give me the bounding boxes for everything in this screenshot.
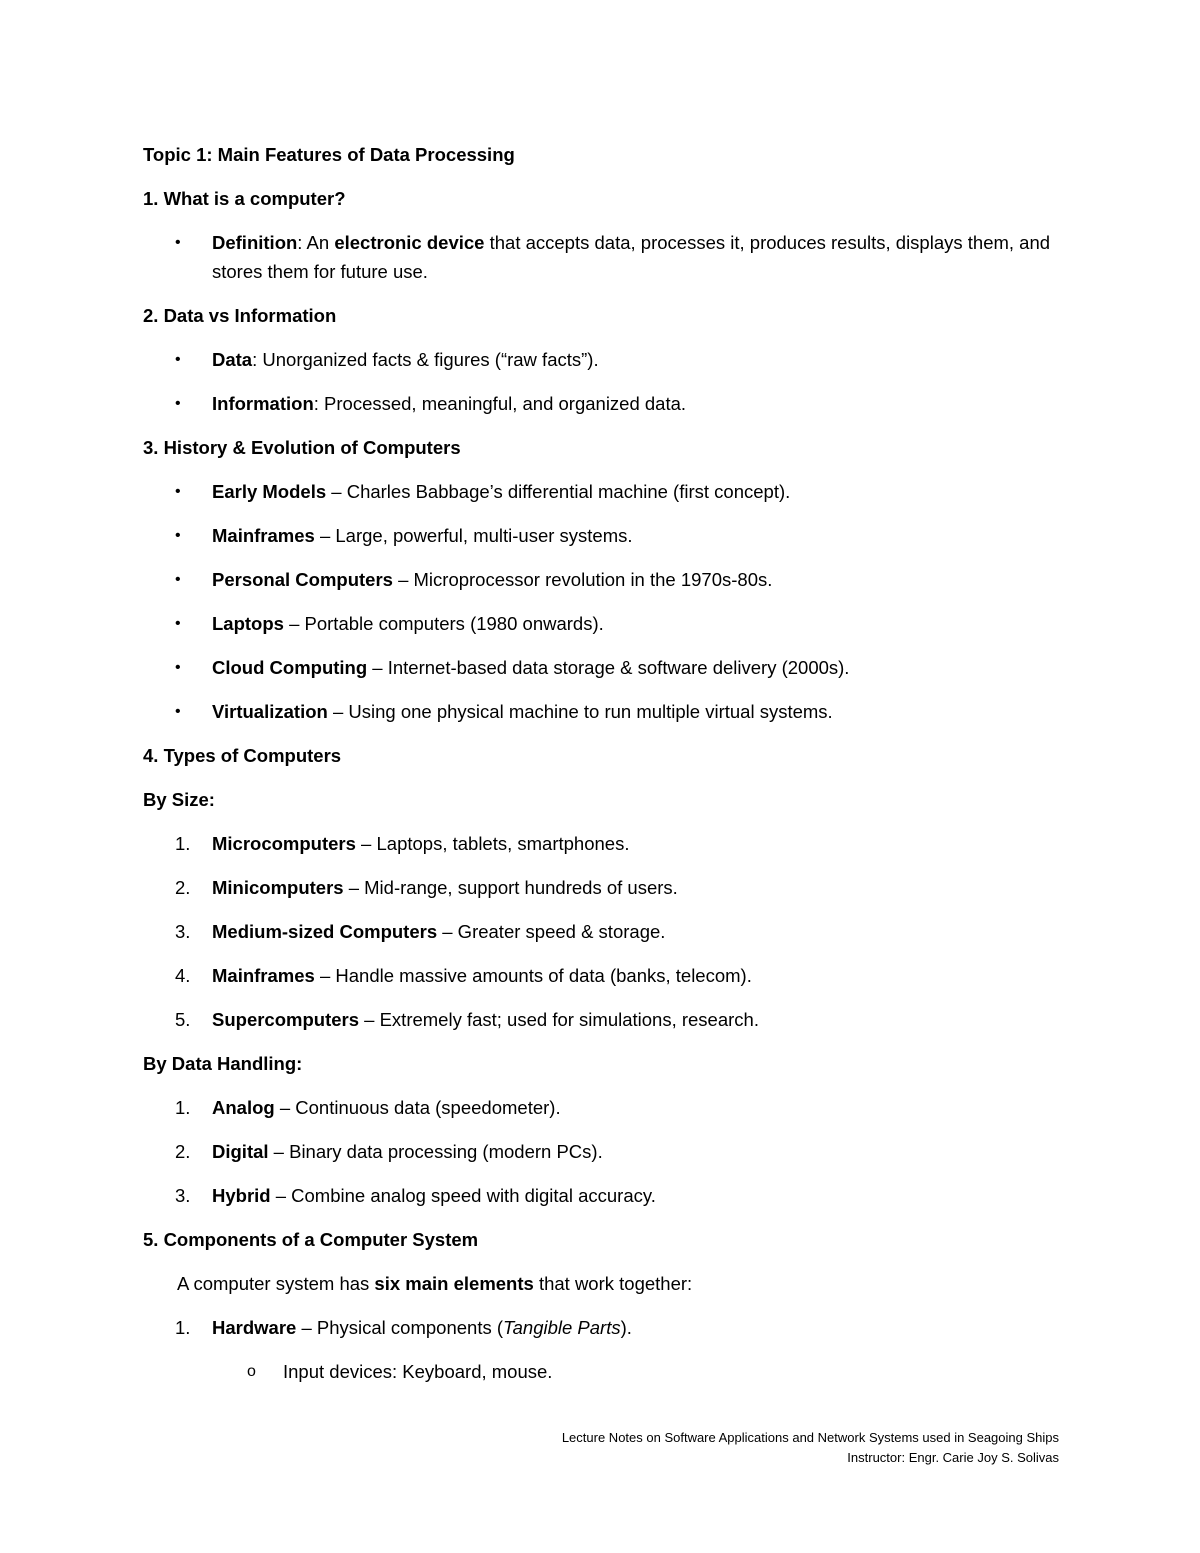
item-term: Personal Computers [212, 569, 393, 590]
item-text: – Extremely fast; used for simulations, research. [359, 1009, 759, 1030]
item-term: Microcomputers [212, 833, 356, 854]
page-footer [562, 1428, 1059, 1468]
bullet-marker: • [175, 234, 181, 251]
by-size-label: By Size: [143, 789, 215, 810]
list-number: 1. [175, 1317, 191, 1338]
item-text: – Handle massive amounts of data (banks, telecom). [314, 965, 752, 986]
item-text: ). [620, 1317, 632, 1338]
item-term: Data [212, 349, 253, 370]
item-text: – Portable computers (1980 onwards). [283, 613, 604, 634]
item-term: Hybrid [212, 1185, 271, 1206]
list-number: 3. [175, 1185, 191, 1206]
list-number: 2. [175, 877, 191, 898]
sub-list-item [143, 1357, 1063, 1386]
list-item [143, 389, 1063, 418]
section-5-heading: 5. Components of a Computer System [143, 1229, 479, 1250]
section-3-list [143, 477, 1063, 726]
section-1-heading: 1. What is a computer? [143, 188, 346, 209]
item-term: Mainframes [212, 965, 315, 986]
bullet-marker: • [175, 571, 181, 588]
item-text: – Microprocessor revolution in the 1970s-80s. [392, 569, 773, 590]
item-term: Definition [212, 232, 298, 253]
item-text: – Binary data processing (modern PCs). [268, 1141, 603, 1162]
list-number: 3. [175, 921, 191, 942]
section-5-intro [143, 1269, 1063, 1298]
item-text: – Combine analog speed with digital accuracy. [270, 1185, 656, 1206]
section-1-list [143, 228, 1063, 286]
list-item [143, 1313, 1063, 1342]
by-data-handling-label: By Data Handling: [143, 1053, 303, 1074]
item-term: Information [212, 393, 314, 414]
bullet-marker: • [175, 395, 181, 412]
list-item [143, 961, 1063, 990]
item-term: Digital [212, 1141, 269, 1162]
item-text: – Charles Babbage’s differential machine (first concept). [326, 481, 791, 502]
list-item [143, 1137, 1063, 1166]
list-item [143, 697, 1063, 726]
list-item [143, 1181, 1063, 1210]
intro-text: A computer system has [177, 1273, 375, 1294]
list-item [143, 829, 1063, 858]
list-item [143, 477, 1063, 506]
item-term: Mainframes [212, 525, 315, 546]
list-item [143, 228, 1063, 286]
section-4-heading: 4. Types of Computers [143, 745, 342, 766]
bullet-marker: • [175, 615, 181, 632]
item-term: Minicomputers [212, 877, 344, 898]
section-2-list [143, 345, 1063, 418]
item-text: – Internet-based data storage & software delivery (2000s). [367, 657, 850, 678]
item-term: Virtualization [212, 701, 328, 722]
bullet-marker: • [175, 483, 181, 500]
list-item [143, 521, 1063, 550]
sub-item-text: Input devices: Keyboard, mouse. [283, 1361, 553, 1382]
item-text: – Large, powerful, multi-user systems. [314, 525, 633, 546]
item-text: – Using one physical machine to run multiple virtual systems. [327, 701, 833, 722]
list-item [143, 609, 1063, 638]
topic-title: Topic 1: Main Features of Data Processing [143, 144, 515, 165]
by-size-list [143, 829, 1063, 1034]
list-number: 2. [175, 1141, 191, 1162]
item-text: : An [297, 232, 335, 253]
item-text: : Unorganized facts & figures (“raw facts”). [252, 349, 599, 370]
item-term: Cloud Computing [212, 657, 368, 678]
item-text: – Mid-range, support hundreds of users. [343, 877, 678, 898]
item-term: Medium-sized Computers [212, 921, 438, 942]
hardware-sub-list [143, 1357, 1063, 1386]
document-body [143, 140, 1063, 1386]
list-item [143, 917, 1063, 946]
list-item [143, 873, 1063, 902]
components-list [143, 1313, 1063, 1342]
item-term: Early Models [212, 481, 327, 502]
item-highlight: electronic device [334, 232, 485, 253]
sub-bullet-marker: o [247, 1363, 256, 1380]
item-term: Analog [212, 1097, 275, 1118]
item-term: Supercomputers [212, 1009, 360, 1030]
item-text: : Processed, meaningful, and organized data. [313, 393, 687, 414]
list-item [143, 345, 1063, 374]
list-item [143, 1093, 1063, 1122]
item-text: that accepts data, processes it, produces results, displays them, and stores them for future use. [212, 232, 1051, 282]
section-3-heading: 3. History & Evolution of Computers [143, 437, 461, 458]
list-number: 5. [175, 1009, 191, 1030]
bullet-marker: • [175, 703, 181, 720]
list-number: 4. [175, 965, 191, 986]
by-data-handling-list [143, 1093, 1063, 1210]
list-item [143, 653, 1063, 682]
item-text: – Laptops, tablets, smartphones. [355, 833, 630, 854]
section-2-heading: 2. Data vs Information [143, 305, 337, 326]
item-term: Hardware [212, 1317, 297, 1338]
footer-instructor: Instructor: Engr. Carie Joy S. Solivas [847, 1450, 1059, 1465]
list-item [143, 565, 1063, 594]
item-term: Laptops [212, 613, 284, 634]
bullet-marker: • [175, 527, 181, 544]
footer-course-title: Lecture Notes on Software Applications and Network Systems used in Seagoing Ships [561, 1430, 1059, 1445]
bullet-marker: • [175, 351, 181, 368]
list-number: 1. [175, 1097, 191, 1118]
list-item [143, 1005, 1063, 1034]
intro-text: that work together: [533, 1273, 693, 1294]
bullet-marker: • [175, 659, 181, 676]
intro-highlight: six main elements [374, 1273, 534, 1294]
item-text: – Continuous data (speedometer). [274, 1097, 561, 1118]
list-number: 1. [175, 833, 191, 854]
item-text: – Greater speed & storage. [437, 921, 666, 942]
item-text: – Physical components ( [296, 1317, 504, 1338]
item-emphasis: Tangible Parts [503, 1317, 621, 1338]
